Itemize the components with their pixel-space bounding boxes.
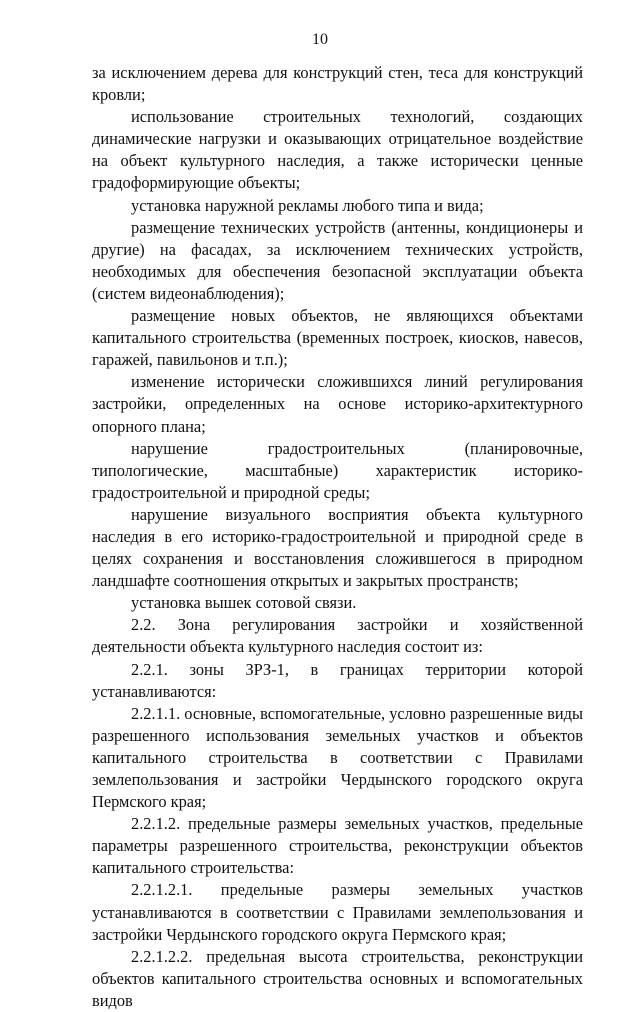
paragraph: размещение новых объектов, не являющихся объектами капитального строительства (временных построек, киосков, навесов, гаражей, павильонов и т.п.); (92, 306, 583, 370)
section-2-2-1: 2.2.1. зоны ЗРЗ-1, в границах территории которой устанавливаются: (92, 659, 583, 701)
paragraph: использование строительных технологий, создающих динамические нагрузки и оказывающих отрицательное воздействие на объект культурного наследия, а также исторически ценные градоформирующие объекты; (92, 107, 583, 193)
section-2-2-1-1: 2.2.1.1. основные, вспомогательные, условно разрешенные виды разрешенного использования земельных участков и объектов капитального строительства в соответствии с Правилами землепользования и застройки Чердынского городского округа Пермского края; (92, 703, 583, 812)
section-2-2-1-2-1: 2.2.1.2.1. предельные размеры земельных участков устанавливаются в соответствии с Правилами землепользования и застройки Чердынского городского округа Пермского края; (92, 880, 583, 944)
paragraph: изменение исторически сложившихся линий регулирования застройки, определенных на основе историко-архитектурного опорного плана; (92, 372, 583, 436)
document-body (92, 62, 583, 1012)
paragraph: установка наружной рекламы любого типа и вида; (131, 195, 484, 215)
section-2-2-1-2-2: 2.2.1.2.2. предельная высота строительства, реконструкции объектов капитального строительства основных и вспомогательных видов (92, 946, 583, 1010)
paragraph: размещение технических устройств (антенны, кондиционеры и другие) на фасадах, за исключением технических устройств, необходимых для обеспечения безопасной эксплуатации объекта (систем видеонаблюдения); (92, 217, 583, 303)
paragraph: за исключением дерева для конструкций стен, теса для конструкций кровли; (92, 63, 583, 105)
section-heading-2-2: 2.2. Зона регулирования застройки и хозяйственной деятельности объекта культурного наследия состоит из: (92, 615, 583, 657)
page-number: 10 (312, 31, 328, 48)
paragraph: нарушение визуального восприятия объекта культурного наследия в его историко-градостроительной и природной среде в целях сохранения и восстановления сложившегося в природном ландшафте соотношения открытых и закрытых пространств; (92, 504, 583, 591)
section-2-2-1-2: 2.2.1.2. предельные размеры земельных участков, предельные параметры разрешенного строительства, реконструкции объектов капитального строительства: (92, 814, 583, 878)
paragraph: установка вышек сотовой связи. (131, 593, 357, 613)
paragraph: нарушение градостроительных (планировочные, типологические, масштабные) характеристик историко-градостроительной и природной среды; (92, 438, 583, 502)
